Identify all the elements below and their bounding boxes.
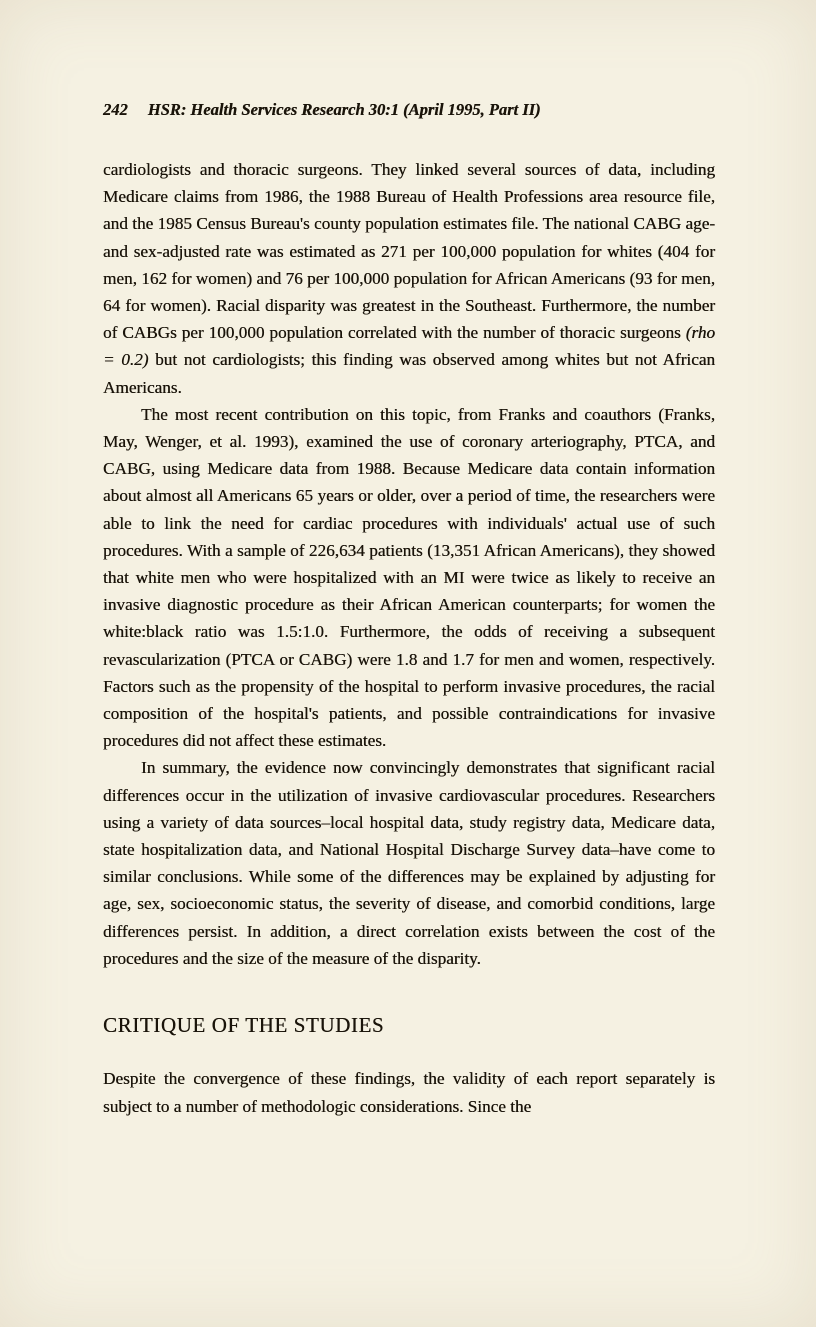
italic-rho-value: (rho = 0.2) (103, 323, 715, 370)
paragraph-summary: In summary, the evidence now convincingly demonstrates that significant racial differences occur in the utilization of invasive cardiovascular procedures. Researchers using a variety of data sources–local hospital data, study registry data, Medicare data, state hospitalization data, and National Hospital Discharge Survey data–have come to similar conclusions. While some of the differences may be explained by adjusting for age, sex, socioeconomic status, the severity of disease, and comorbid conditions, large differences persist. In addition, a direct correlation exists between the cost of the procedures and the size of the measure of the disparity. (103, 758, 715, 968)
page-number: 242 (103, 100, 128, 119)
paragraph-cabg-rates (103, 156, 715, 401)
paragraph-franks-study: The most recent contribution on this topic, from Franks and coauthors (Franks, May, Wenger, et al. 1993), examined the use of coronary arteriography, PTCA, and CABG, using Medicare data from 1988. Because Medicare data contain information about almost all Americans 65 years or older, over a period of time, the researchers were able to link the need for cardiac procedures with individuals' actual use of such procedures. With a sample of 226,634 patients (13,351 African Americans), they showed that white men who were hospitalized with an MI were twice as likely to receive an invasive diagnostic procedure as their African American counterparts; for women the white:black ratio was 1.5:1.0. Furthermore, the odds of receiving a subsequent revascularization (PTCA or CABG) were 1.8 and 1.7 for men and women, respectively. Factors such as the propensity of the hospital to perform invasive procedures, the racial composition of the hospital's patients, and possible contraindications for invasive procedures did not affect these estimates. (103, 404, 715, 751)
page-header (103, 100, 715, 120)
running-head: HSR: Health Services Research 30:1 (April 1995, Part II) (147, 100, 541, 119)
page-body (103, 156, 715, 1120)
paragraph-critique-intro: Despite the convergence of these findings, the validity of each report separately is subject to a number of methodologic considerations. Since the (103, 1069, 715, 1116)
paragraph-text: cardiologists and thoracic surgeons. They linked several sources of data, including Medicare claims from 1986, the 1988 Bureau of Health Professions area resource file, and the 1985 Census Bureau's county population estimates file. The national CABG age- and sex-adjusted rate was estimated as 271 per 100,000 population for whites (404 for men, 162 for women) and 76 per 100,000 population for African Americans (93 for men, 64 for women). Racial disparity was greatest in the Southeast. Furthermore, the number of CABGs per 100,000 population correlated with the number of thoracic surgeons (103, 160, 715, 343)
section-heading-critique: CRITIQUE OF THE STUDIES (103, 1013, 385, 1038)
paragraph-text: but not cardiologists; this finding was observed among whites but not African Americans. (103, 350, 716, 397)
